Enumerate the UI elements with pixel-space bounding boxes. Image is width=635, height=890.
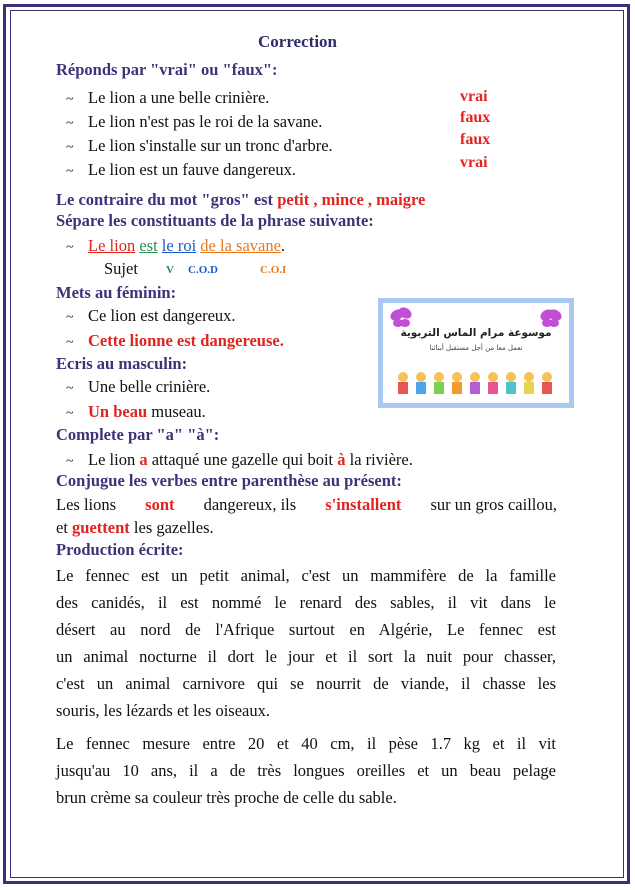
list-item: ~ Ce lion est dangereux.: [66, 306, 236, 325]
publisher-logo: [378, 298, 574, 408]
heading-conjugue: Conjugue les verbes entre parenthèse au présent:: [56, 471, 402, 490]
heading-vrai-faux: Réponds par "vrai" ou "faux":: [56, 60, 278, 79]
sentence-constituants: ~ Le lion est le roi de la savane.: [66, 236, 286, 255]
answer-feminin: Cette lionne est dangereuse.: [88, 331, 284, 350]
list-item: ~ Un beau museau.: [66, 402, 206, 421]
answer-a: a: [139, 450, 148, 469]
list-item: ~ Le lion s'installe sur un tronc d'arbre.: [66, 136, 333, 155]
label-cod: C.O.D: [188, 264, 218, 276]
heading-constituants: Sépare les constituants de la phrase suivante:: [56, 211, 374, 230]
constituent-cod: le roi: [161, 236, 197, 255]
heading-masculin: Ecris au masculin:: [56, 354, 188, 373]
label-sujet: Sujet: [104, 259, 138, 278]
answer-badge: faux: [460, 131, 491, 148]
constituent-sujet: Le lion: [88, 236, 136, 255]
answer-badge: vrai: [460, 88, 488, 105]
heading-feminin: Mets au féminin:: [56, 283, 177, 302]
constituent-coi: de la savane: [200, 236, 281, 255]
heading-contraire: Le contraire du mot "gros" est petit , mince , maigre: [56, 190, 426, 209]
answer-contraire: petit , mince , maigre: [277, 190, 426, 209]
label-verbe: V: [166, 264, 174, 276]
answer-sont: sont: [145, 495, 175, 514]
answer-a-accent: à: [337, 450, 346, 469]
conjugue-line-2: et guettent les gazelles.: [56, 518, 214, 537]
label-coi: C.O.I: [260, 264, 287, 276]
list-item: ~ Le lion a une belle crinière.: [66, 88, 270, 107]
list-item: ~ Une belle crinière.: [66, 377, 211, 396]
logo-subtitle: نعمل معا من أجل مستقبل أبنائنا: [429, 344, 523, 352]
list-item: ~ Le lion n'est pas le roi de la savane.: [66, 112, 323, 131]
heading-a-accent: Complete par "a" "à":: [56, 425, 220, 444]
list-item: ~ Cette lionne est dangereuse.: [66, 331, 284, 350]
logo-title: موسوعة مرام الماس التربوية: [400, 327, 552, 339]
page-title: Correction: [258, 32, 337, 51]
answer-badge: vrai: [460, 154, 488, 171]
list-item: ~ Le lion est un fauve dangereux.: [66, 160, 297, 179]
answer-masculin: Un beau: [88, 402, 148, 421]
answer-badge: faux: [460, 109, 491, 126]
conjugue-line-1: Les lions sont dangereux, ils s'installent sur un gros caillou,: [56, 495, 557, 514]
answer-guettent: guettent: [72, 518, 130, 537]
heading-production: Production écrite:: [56, 540, 184, 559]
answer-s-installent: s'installent: [325, 495, 402, 514]
constituent-verbe: est: [139, 236, 158, 255]
paragraph-fennec-1: Le fennec est un petit animal, c'est un mammifère de la famille des canidés, il est nommé le renard des sables, il vit dans le désert au nord de l'Afrique surtout en Algérie, Le fennec est un animal nocturne il dort le jour et il sort la nuit pour chasser, c'est un animal carnivore qui se nourrit de viande, il chasse les souris, les lézards et les oiseaux.: [56, 566, 556, 720]
logo-graphics: [383, 303, 569, 403]
list-item: ~ Le lion a attaqué une gazelle qui boit à la rivière.: [66, 450, 413, 469]
paragraph-fennec-2: Le fennec mesure entre 20 et 40 cm, il pèse 1.7 kg et il vit jusqu'au 10 ans, il a de très longues oreilles et un beau pelage brun crème sa couleur très proche de celle du sable.: [56, 734, 556, 807]
